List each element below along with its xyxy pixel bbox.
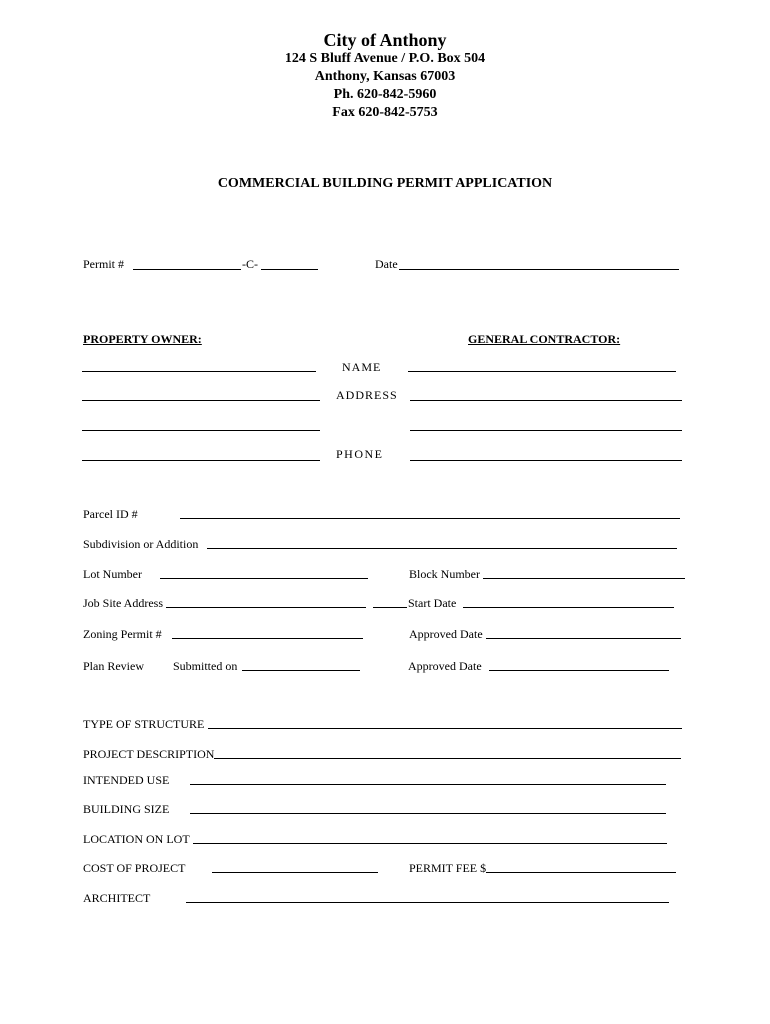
permit-number-field-2[interactable] [261,269,318,270]
job-site-address-field[interactable] [166,607,366,608]
phone-label: PHONE [336,447,384,461]
job-site-address-label: Job Site Address [83,596,164,610]
permit-mid-label: -C- [242,257,258,271]
city-address-line2: Anthony, Kansas 67003 [314,69,456,84]
type-of-structure-field[interactable] [208,728,682,729]
start-date-label: Start Date [408,596,457,610]
zoning-permit-field[interactable] [172,638,363,639]
type-of-structure-label: TYPE OF STRUCTURE [83,717,205,731]
intended-use-label: INTENDED USE [83,773,170,787]
contractor-address-field-2[interactable] [410,430,682,431]
zoning-permit-label: Zoning Permit # [83,627,162,641]
project-description-label: PROJECT DESCRIPTION [83,747,215,761]
architect-label: ARCHITECT [83,891,151,905]
contractor-name-field[interactable] [408,371,676,372]
building-size-label: BUILDING SIZE [83,802,170,816]
date-field[interactable] [399,269,679,270]
job-site-address-field-2[interactable] [373,607,407,608]
submitted-on-label: Submitted on [173,659,238,673]
city-phone: Ph. 620-842-5960 [333,87,437,102]
permit-fee-field[interactable] [486,872,676,873]
owner-name-field[interactable] [82,371,316,372]
building-size-field[interactable] [190,813,666,814]
owner-address-field-2[interactable] [82,430,320,431]
city-fax: Fax 620-842-5753 [332,105,438,120]
contractor-phone-field[interactable] [410,460,682,461]
permit-fee-label: PERMIT FEE $ [409,861,487,875]
lot-number-label: Lot Number [83,567,142,581]
location-on-lot-label: LOCATION ON LOT [83,832,190,846]
approved-date-label: Approved Date [409,627,483,641]
plan-review-label: Plan Review [83,659,144,673]
owner-address-field[interactable] [82,400,320,401]
owner-phone-field[interactable] [82,460,320,461]
permit-label: Permit # [83,257,124,271]
architect-field[interactable] [186,902,669,903]
project-description-field[interactable] [214,758,681,759]
city-address-line1: 124 S Bluff Avenue / P.O. Box 504 [284,51,486,66]
general-contractor-heading: GENERAL CONTRACTOR: [468,332,621,346]
lot-number-field[interactable] [160,578,368,579]
property-owner-heading: PROPERTY OWNER: [83,332,202,346]
plan-approved-date-field[interactable] [489,670,669,671]
name-label: NAME [342,360,382,374]
date-label: Date [375,257,398,271]
permit-number-field-1[interactable] [133,269,241,270]
plan-approved-date-label: Approved Date [408,659,482,673]
city-name: City of Anthony [323,30,447,50]
subdivision-field[interactable] [207,548,677,549]
submitted-on-field[interactable] [242,670,360,671]
block-number-label: Block Number [409,567,480,581]
cost-of-project-field[interactable] [212,872,378,873]
location-on-lot-field[interactable] [193,843,667,844]
intended-use-field[interactable] [190,784,666,785]
contractor-address-field[interactable] [410,400,682,401]
block-number-field[interactable] [483,578,685,579]
form-title: COMMERCIAL BUILDING PERMIT APPLICATION [217,176,553,191]
start-date-field[interactable] [463,607,674,608]
address-label: ADDRESS [336,388,398,402]
approved-date-field[interactable] [486,638,681,639]
cost-of-project-label: COST OF PROJECT [83,861,186,875]
parcel-id-field[interactable] [180,518,680,519]
parcel-id-label: Parcel ID # [83,507,138,521]
subdivision-label: Subdivision or Addition [83,537,199,551]
